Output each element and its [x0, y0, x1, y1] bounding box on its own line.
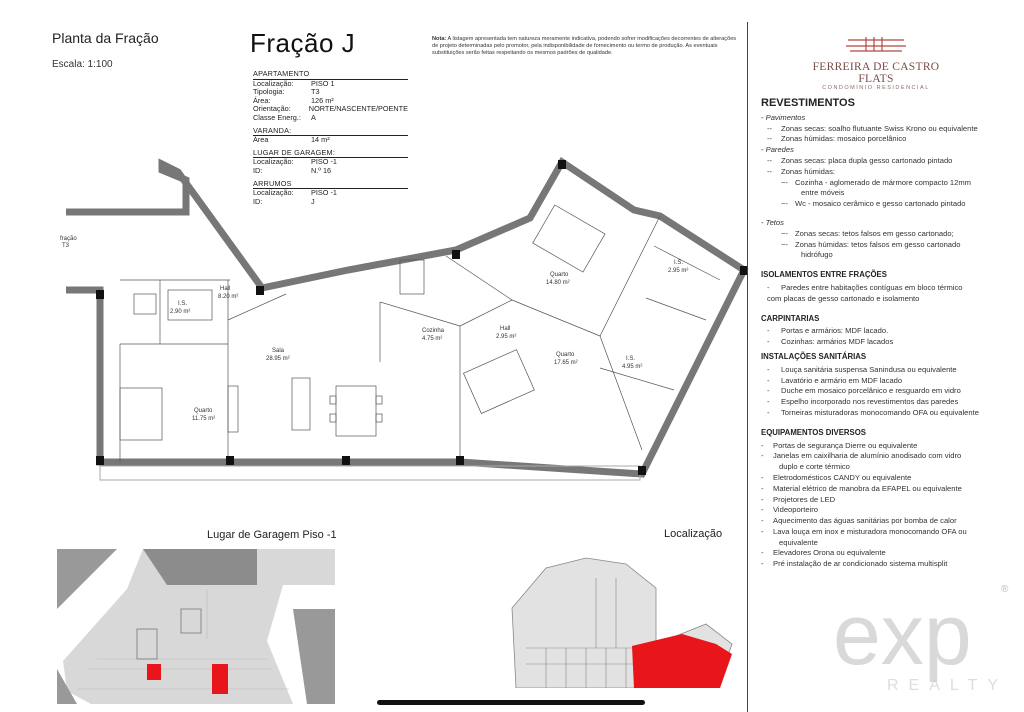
- list-item: - Cozinhas: armários MDF lacados: [767, 337, 894, 347]
- category-tetos: - Tetos: [761, 217, 784, 227]
- spec-row: ID: J: [253, 196, 315, 206]
- exp-realty-watermark: [833, 570, 1013, 700]
- finishes-list: [761, 98, 1021, 570]
- list-item: ~- Zonas húmidas: tetos falsos em gesso cartonado: [781, 239, 961, 249]
- room-area: 4.75 m²: [422, 336, 443, 342]
- list-item: - Portas de segurança Dierre ou equivalente: [761, 440, 918, 450]
- room-area: 11.75 m²: [192, 416, 216, 422]
- list-item: - Duche em mosaico porcelânico e resguardo em vidro: [767, 386, 961, 396]
- spec-row: Localização: PISO 1: [253, 78, 335, 88]
- list-item: - Videoporteiro: [761, 505, 819, 515]
- list-item-cont: duplo e corte térmico: [779, 462, 850, 472]
- room-name: Quarto: [550, 272, 569, 278]
- spec-row: Classe Energ.: A: [253, 112, 316, 122]
- list-item: - Eletrodomésticos CANDY ou equivalente: [761, 472, 912, 482]
- room-area: 2.95 m²: [668, 268, 689, 274]
- room-name: Quarto: [556, 352, 575, 358]
- room-area: 4.95 m²: [622, 364, 643, 370]
- room-area: 17.65 m²: [554, 360, 578, 366]
- list-item: ~- Zonas secas: tetos falsos em gesso cartonado;: [781, 228, 954, 238]
- garage-plan-label: Lugar de Garagem Piso -1: [207, 529, 337, 541]
- list-item: ~- Wc - mosaico cerâmico e gesso cartonado pintado: [781, 199, 966, 209]
- scale-label: Escala: 1:100: [52, 59, 113, 70]
- room-name: Sala: [272, 348, 285, 354]
- parking-space-highlight: [147, 664, 161, 680]
- spec-row: Localização: PISO -1: [253, 157, 337, 167]
- equipamentos-title: EQUIPAMENTOS DIVERSOS: [761, 427, 866, 437]
- list-item: - Material elétrico de manobra da EFAPEL ou equivalente: [761, 483, 962, 493]
- fraction-title: Fração J: [250, 28, 356, 58]
- list-item: - Lavatório e armário em MDF lacado: [767, 375, 903, 385]
- list-item: - Projetores de LED: [761, 494, 836, 504]
- watermark-registered-mark: ®: [1001, 584, 1009, 595]
- brand-logo: [796, 34, 956, 91]
- room-name: Quarto: [194, 408, 213, 414]
- room-name: Hall: [500, 326, 511, 332]
- category-paredes: - Paredes: [761, 145, 794, 155]
- room-name: I.S.: [178, 301, 188, 307]
- sanitarias-title: INSTALAÇÕES SANITÁRIAS: [761, 351, 867, 361]
- spec-row: Área 14 m²: [253, 135, 330, 145]
- spec-garagem-title: LUGAR DE GARAGEM:: [253, 149, 408, 159]
- spec-row: Localização: PISO -1: [253, 188, 337, 198]
- carpintarias-title: CARPINTARIAS: [761, 313, 820, 323]
- list-item: ~- Cozinha - aglomerado de mármore compacto 12mm: [781, 177, 971, 187]
- room-area: 2.95 m²: [496, 334, 517, 340]
- building-logo-icon: [844, 34, 908, 54]
- list-item: - Torneiras misturadoras monocomando OFA ou equivalente: [767, 407, 979, 417]
- room-area: 28.95 m²: [266, 356, 290, 362]
- brand-subtitle: CONDOMÍNIO RESIDENCIAL: [822, 85, 930, 91]
- room-area: 2.90 m²: [170, 309, 191, 315]
- brand-name: FERREIRA DE CASTRO FLATS: [812, 61, 940, 85]
- room-name: Cozinha: [422, 328, 445, 334]
- list-item-cont: equivalente: [779, 537, 818, 547]
- room-name: I.S.: [674, 260, 684, 266]
- list-item: - Paredes entre habitações contíguas em bloco térmico: [767, 282, 963, 292]
- category-pavimentos: - Pavimentos: [761, 112, 806, 122]
- list-item: - Janelas em caixilharia de alumínio anodisado com vidro: [761, 451, 962, 461]
- spec-row: Tipologia: T3: [253, 87, 320, 97]
- note-text: A listagem apresentada tem natureza meramente indicativa, podendo sofrer modificações decorrentes de alterações de projeto determinadas pelo promotor, pela indisponibilidade de fornecimento ou termo de produção. As eventuais substituições serão feitas respeitando os mesmos padrões de qualidade.: [432, 36, 737, 56]
- list-item: - Lava louça em inox e misturadora monocomando OFA ou: [761, 526, 967, 536]
- watermark-text: exp: [833, 587, 972, 683]
- watermark-sub: REALTY: [887, 677, 1009, 694]
- note-label: Nota:: [432, 36, 447, 42]
- location-plan-label: Localização: [664, 528, 723, 540]
- spec-row: Orientação: NORTE/NASCENTE/POENTE: [253, 104, 408, 114]
- spec-apartamento-title: APARTAMENTO: [253, 70, 408, 80]
- list-item: -- Zonas húmidas: mosaico porcelânico: [767, 134, 907, 144]
- spec-row: ID: N.º 16: [253, 165, 332, 175]
- spec-arrumos-title: ARRUMOS: [253, 180, 408, 190]
- list-item: - Aquecimento das águas sanitárias por bomba de calor: [761, 516, 957, 526]
- location-plan: [506, 548, 742, 688]
- floor-plan: [60, 150, 750, 495]
- list-item: -- Zonas húmidas:: [767, 166, 836, 176]
- list-item: -- Zonas secas: soalho flutuante Swiss Krono ou equivalente: [767, 123, 978, 133]
- home-indicator-bar: [377, 700, 645, 705]
- column-divider: [747, 22, 748, 712]
- list-item-cont: hidrófugo: [801, 250, 833, 260]
- room-name: I.S.: [626, 356, 636, 362]
- room-area: 14.80 m²: [546, 280, 570, 286]
- room-area: 8.20 m²: [218, 294, 239, 300]
- room-name: Hall: [220, 286, 231, 292]
- list-item-cont: entre móveis: [801, 188, 845, 198]
- list-item-cont: com placas de gesso cartonado e isolamento: [767, 293, 920, 303]
- spec-varanda-title: VARANDA:: [253, 127, 408, 137]
- list-item: - Portas e armários: MDF lacado.: [767, 326, 889, 336]
- list-item: - Elevadores Orona ou equivalente: [761, 548, 886, 558]
- fracao-label: fração: [60, 236, 77, 242]
- storage-highlight: [212, 664, 228, 694]
- list-item: - Louça sanitária suspensa Sanindusa ou equivalente: [767, 364, 957, 374]
- fracao-sub: T3: [62, 243, 70, 249]
- spec-row: Área: 126 m²: [253, 95, 334, 105]
- isolamentos-title: ISOLAMENTOS ENTRE FRAÇÕES: [761, 270, 887, 280]
- list-item: - Pré instalação de ar condicionado sistema multisplit: [761, 559, 948, 569]
- list-item: - Espelho incorporado nos revestimentos das paredes: [767, 397, 959, 407]
- garage-plan: [57, 549, 335, 704]
- plan-title: Planta da Fração: [52, 30, 159, 46]
- list-item: -- Zonas secas: placa dupla gesso cartonado pintado: [767, 155, 953, 165]
- revestimentos-title: REVESTIMENTOS: [761, 97, 855, 109]
- disclaimer-note: [432, 36, 737, 57]
